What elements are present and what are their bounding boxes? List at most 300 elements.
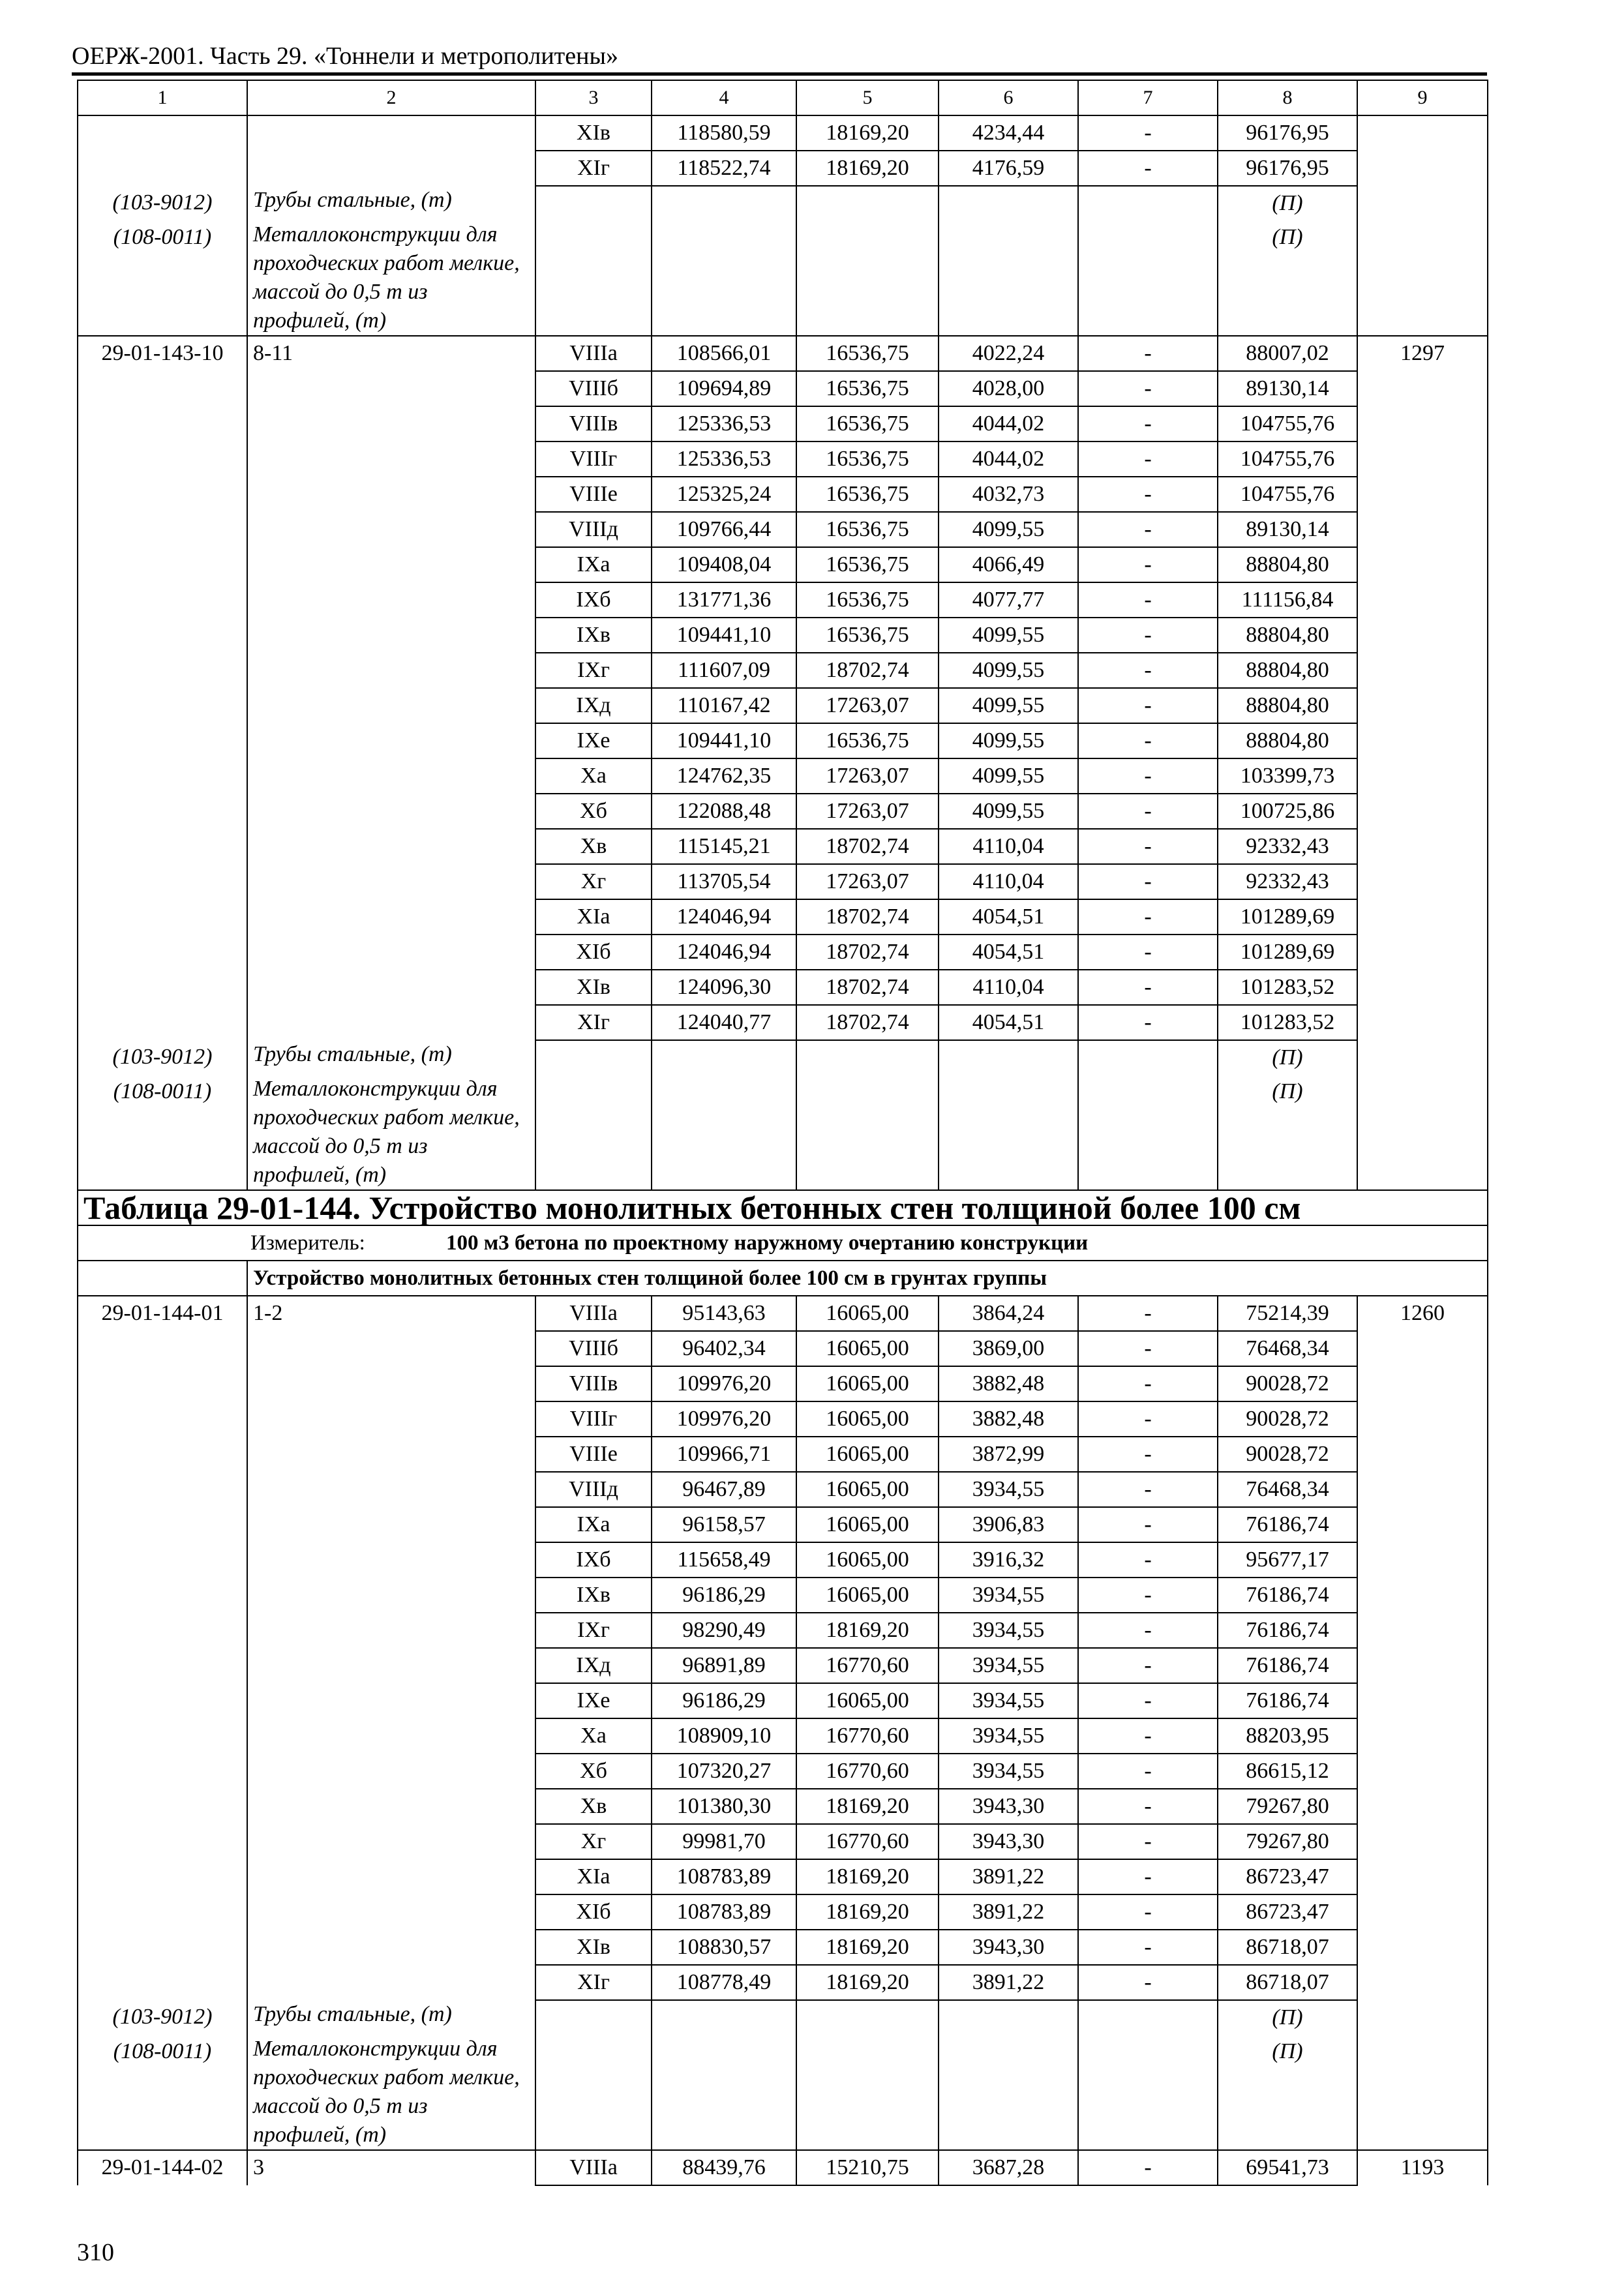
value-direct: 125336,53 (652, 441, 796, 477)
value-wages: 18169,20 (796, 151, 939, 186)
empty-cell (247, 653, 535, 688)
category: Xб (535, 794, 652, 829)
value-materials: 76468,34 (1218, 1472, 1357, 1507)
value-machines: 3906,83 (939, 1507, 1078, 1542)
empty-cell (535, 2035, 652, 2150)
empty-cell (939, 2000, 1078, 2035)
table-row (78, 1542, 1488, 1578)
value-machines: 3882,48 (939, 1366, 1078, 1401)
value-wages: 17263,07 (796, 864, 939, 899)
empty-cell (247, 688, 535, 723)
table-row (78, 1930, 1488, 1965)
value-wages: 17263,07 (796, 794, 939, 829)
value-machines: 4099,55 (939, 653, 1078, 688)
empty-cell (78, 864, 247, 899)
empty-cell (247, 1930, 535, 1965)
value-machines: 3934,55 (939, 1754, 1078, 1789)
empty-cell (1357, 115, 1488, 151)
value-drivers: - (1078, 1965, 1218, 2000)
empty-cell (247, 758, 535, 794)
table-subtitle: Устройство монолитных бетонных стен толщиной более 100 см в грунтах группы (247, 1261, 1488, 1296)
category: XIб (535, 935, 652, 970)
empty-cell (247, 1859, 535, 1894)
empty-cell (1357, 406, 1488, 441)
table-row (78, 1366, 1488, 1401)
category: VIIIе (535, 1437, 652, 1472)
empty-cell (1357, 1507, 1488, 1542)
empty-cell (1357, 1040, 1488, 1075)
value-drivers: - (1078, 115, 1218, 151)
value-materials: 90028,72 (1218, 1401, 1357, 1437)
empty-cell (247, 1331, 535, 1366)
empty-cell (1357, 1930, 1488, 1965)
labor-cost: 1193 (1357, 2150, 1488, 2185)
empty-cell (1357, 1894, 1488, 1930)
empty-cell (78, 1965, 247, 2000)
value-materials: 86723,47 (1218, 1894, 1357, 1930)
value-wages: 16770,60 (796, 1754, 939, 1789)
table-row (78, 758, 1488, 794)
category: Xб (535, 1754, 652, 1789)
material-row (78, 186, 1488, 220)
empty-cell (1357, 935, 1488, 970)
value-drivers: - (1078, 1613, 1218, 1648)
value-wages: 16536,75 (796, 336, 939, 371)
value-wages: 18169,20 (796, 1965, 939, 2000)
value-drivers: - (1078, 336, 1218, 371)
empty-cell (796, 2000, 939, 2035)
category: IXг (535, 653, 652, 688)
category: XIг (535, 151, 652, 186)
value-machines: 4099,55 (939, 688, 1078, 723)
empty-cell (78, 1261, 247, 1296)
value-direct: 124046,94 (652, 899, 796, 935)
value-machines: 4066,49 (939, 547, 1078, 582)
value-machines: 3934,55 (939, 1578, 1078, 1613)
empty-cell (247, 1542, 535, 1578)
category: XIа (535, 1859, 652, 1894)
material-unit: (П) (1218, 2000, 1357, 2035)
table-row (78, 935, 1488, 970)
value-direct: 98290,49 (652, 1613, 796, 1648)
soil-group: 1-2 (247, 1296, 535, 1331)
meter-value: 100 м3 бетона по проектному наружному очертанию конструкции (446, 1231, 1089, 1255)
value-direct: 108566,01 (652, 336, 796, 371)
value-wages: 16536,75 (796, 406, 939, 441)
empty-cell (939, 220, 1078, 336)
table-title: Таблица 29-01-144. Устройство монолитных бетонных стен толщиной более 100 см (78, 1190, 1488, 1225)
category: Xв (535, 1789, 652, 1824)
value-drivers: - (1078, 1542, 1218, 1578)
value-machines: 3869,00 (939, 1331, 1078, 1366)
empty-cell (78, 477, 247, 512)
empty-cell (247, 935, 535, 970)
soil-group: 3 (247, 2150, 535, 2185)
value-direct: 122088,48 (652, 794, 796, 829)
empty-cell (1357, 1578, 1488, 1613)
empty-cell (247, 115, 535, 151)
empty-cell (78, 1894, 247, 1930)
table-row (78, 371, 1488, 406)
empty-cell (247, 1894, 535, 1930)
category: VIIIв (535, 406, 652, 441)
empty-cell (1357, 1437, 1488, 1472)
empty-cell (247, 1965, 535, 2000)
labor-cost: 1260 (1357, 1296, 1488, 1331)
material-code: (103-9012) (78, 1040, 247, 1075)
value-wages: 16770,60 (796, 1824, 939, 1859)
empty-cell (78, 1542, 247, 1578)
value-wages: 16536,75 (796, 582, 939, 618)
empty-cell (1357, 829, 1488, 864)
table-row (78, 1296, 1488, 1331)
empty-cell (1357, 151, 1488, 186)
rate-code: 29-01-144-01 (78, 1296, 247, 1331)
material-code: (103-9012) (78, 2000, 247, 2035)
material-unit: (П) (1218, 220, 1357, 336)
rates-table (77, 80, 1488, 2186)
value-wages: 16536,75 (796, 371, 939, 406)
category: XIб (535, 1894, 652, 1930)
empty-cell (247, 794, 535, 829)
column-number: 5 (796, 80, 939, 115)
category: IXв (535, 1578, 652, 1613)
value-drivers: - (1078, 1894, 1218, 1930)
value-direct: 96467,89 (652, 1472, 796, 1507)
category: VIIIд (535, 1472, 652, 1507)
value-materials: 88804,80 (1218, 547, 1357, 582)
empty-cell (247, 1718, 535, 1754)
value-wages: 17263,07 (796, 758, 939, 794)
value-wages: 16770,60 (796, 1718, 939, 1754)
value-materials: 79267,80 (1218, 1824, 1357, 1859)
category: XIг (535, 1965, 652, 2000)
category: XIа (535, 899, 652, 935)
value-materials: 101289,69 (1218, 935, 1357, 970)
material-row (78, 1075, 1488, 1190)
value-drivers: - (1078, 371, 1218, 406)
empty-cell (247, 618, 535, 653)
value-direct: 109408,04 (652, 547, 796, 582)
value-machines: 4099,55 (939, 618, 1078, 653)
value-machines: 3934,55 (939, 1613, 1078, 1648)
category: Xа (535, 1718, 652, 1754)
table-subtitle-row (78, 1261, 1488, 1296)
value-materials: 88804,80 (1218, 653, 1357, 688)
category: VIIIа (535, 336, 652, 371)
value-machines: 3934,55 (939, 1683, 1078, 1718)
value-wages: 16536,75 (796, 477, 939, 512)
value-drivers: - (1078, 618, 1218, 653)
empty-cell (796, 2035, 939, 2150)
column-number: 7 (1078, 80, 1218, 115)
value-materials: 103399,73 (1218, 758, 1357, 794)
material-description: Трубы стальные, (т) (247, 1040, 535, 1075)
table-row (78, 547, 1488, 582)
value-wages: 16770,60 (796, 1648, 939, 1683)
value-materials: 90028,72 (1218, 1437, 1357, 1472)
empty-cell (78, 406, 247, 441)
empty-cell (1078, 1075, 1218, 1190)
value-drivers: - (1078, 1366, 1218, 1401)
category: Xг (535, 1824, 652, 1859)
empty-cell (247, 512, 535, 547)
empty-cell (78, 547, 247, 582)
empty-cell (78, 1005, 247, 1040)
empty-cell (247, 1754, 535, 1789)
value-wages: 16536,75 (796, 547, 939, 582)
empty-cell (939, 1075, 1078, 1190)
empty-cell (1357, 1859, 1488, 1894)
column-number-row (78, 80, 1488, 115)
empty-cell (78, 1683, 247, 1718)
empty-cell (78, 970, 247, 1005)
empty-cell (1357, 1965, 1488, 2000)
empty-cell (78, 115, 247, 151)
rate-code: 29-01-144-02 (78, 2150, 247, 2185)
value-direct: 115145,21 (652, 829, 796, 864)
value-materials: 76186,74 (1218, 1683, 1357, 1718)
value-machines: 4099,55 (939, 758, 1078, 794)
column-number: 4 (652, 80, 796, 115)
value-materials: 101289,69 (1218, 899, 1357, 935)
meter-label: Измеритель: (250, 1231, 365, 1255)
table-row (78, 115, 1488, 151)
value-machines: 4077,77 (939, 582, 1078, 618)
table-row (78, 1578, 1488, 1613)
value-wages: 16065,00 (796, 1437, 939, 1472)
category: IXв (535, 618, 652, 653)
category: IXе (535, 1683, 652, 1718)
empty-cell (652, 2000, 796, 2035)
value-materials: 96176,95 (1218, 151, 1357, 186)
value-direct: 109441,10 (652, 618, 796, 653)
value-wages: 16065,00 (796, 1296, 939, 1331)
empty-cell (1357, 970, 1488, 1005)
category: VIIIа (535, 2150, 652, 2185)
value-machines: 3891,22 (939, 1894, 1078, 1930)
value-materials: 88007,02 (1218, 336, 1357, 371)
empty-cell (1357, 547, 1488, 582)
value-materials: 96176,95 (1218, 115, 1357, 151)
value-drivers: - (1078, 1331, 1218, 1366)
table-row (78, 970, 1488, 1005)
category: XIг (535, 1005, 652, 1040)
value-drivers: - (1078, 864, 1218, 899)
value-direct: 109976,20 (652, 1401, 796, 1437)
empty-cell (1357, 1683, 1488, 1718)
table-row (78, 829, 1488, 864)
value-machines: 3891,22 (939, 1965, 1078, 2000)
material-description: Металлоконструкции для проходческих работ мелкие, массой до 0,5 т из профилей, (т) (247, 1075, 535, 1190)
value-wages: 16065,00 (796, 1401, 939, 1437)
empty-cell (535, 220, 652, 336)
empty-cell (1357, 1648, 1488, 1683)
value-wages: 18702,74 (796, 653, 939, 688)
empty-cell (247, 723, 535, 758)
value-drivers: - (1078, 794, 1218, 829)
value-direct: 96402,34 (652, 1331, 796, 1366)
empty-cell (247, 829, 535, 864)
empty-cell (652, 2035, 796, 2150)
value-drivers: - (1078, 829, 1218, 864)
empty-cell (1357, 899, 1488, 935)
empty-cell (78, 1507, 247, 1542)
value-materials: 101283,52 (1218, 970, 1357, 1005)
value-drivers: - (1078, 1789, 1218, 1824)
empty-cell (78, 512, 247, 547)
empty-cell (247, 371, 535, 406)
value-wages: 16065,00 (796, 1683, 939, 1718)
value-wages: 16536,75 (796, 512, 939, 547)
empty-cell (535, 2000, 652, 2035)
material-row (78, 1040, 1488, 1075)
material-unit: (П) (1218, 2035, 1357, 2150)
value-materials: 104755,76 (1218, 406, 1357, 441)
value-wages: 18702,74 (796, 899, 939, 935)
empty-cell (78, 1613, 247, 1648)
value-machines: 3943,30 (939, 1930, 1078, 1965)
empty-cell (1357, 1542, 1488, 1578)
empty-cell (78, 1930, 247, 1965)
value-wages: 15210,75 (796, 2150, 939, 2185)
empty-cell (78, 1331, 247, 1366)
empty-cell (1357, 723, 1488, 758)
table-row (78, 1824, 1488, 1859)
value-materials: 101283,52 (1218, 1005, 1357, 1040)
value-materials: 89130,14 (1218, 371, 1357, 406)
column-number: 9 (1357, 80, 1488, 115)
value-drivers: - (1078, 1507, 1218, 1542)
value-drivers: - (1078, 441, 1218, 477)
empty-cell (652, 186, 796, 220)
value-direct: 109441,10 (652, 723, 796, 758)
category: VIIIг (535, 1401, 652, 1437)
value-drivers: - (1078, 1859, 1218, 1894)
empty-cell (247, 441, 535, 477)
empty-cell (247, 1366, 535, 1401)
category: XIв (535, 115, 652, 151)
empty-cell (78, 723, 247, 758)
value-direct: 125325,24 (652, 477, 796, 512)
table-row (78, 794, 1488, 829)
empty-cell (939, 1040, 1078, 1075)
value-direct: 88439,76 (652, 2150, 796, 2185)
empty-cell (1357, 1401, 1488, 1437)
value-machines: 4234,44 (939, 115, 1078, 151)
empty-cell (1357, 1472, 1488, 1507)
value-direct: 109966,71 (652, 1437, 796, 1472)
material-description: Трубы стальные, (т) (247, 186, 535, 220)
table-row (78, 151, 1488, 186)
empty-cell (78, 618, 247, 653)
material-code: (108-0011) (78, 1075, 247, 1190)
value-drivers: - (1078, 547, 1218, 582)
empty-cell (652, 1075, 796, 1190)
empty-cell (78, 1366, 247, 1401)
value-materials: 100725,86 (1218, 794, 1357, 829)
value-wages: 16536,75 (796, 441, 939, 477)
value-wages: 18702,74 (796, 1005, 939, 1040)
empty-cell (1078, 186, 1218, 220)
table-row (78, 723, 1488, 758)
empty-cell (247, 1613, 535, 1648)
value-direct: 124040,77 (652, 1005, 796, 1040)
value-direct: 108783,89 (652, 1894, 796, 1930)
value-machines: 3687,28 (939, 2150, 1078, 2185)
value-direct: 131771,36 (652, 582, 796, 618)
empty-cell (78, 582, 247, 618)
value-drivers: - (1078, 935, 1218, 970)
empty-cell (1078, 2035, 1218, 2150)
value-machines: 4099,55 (939, 723, 1078, 758)
value-direct: 109766,44 (652, 512, 796, 547)
value-materials: 88804,80 (1218, 688, 1357, 723)
empty-cell (247, 1437, 535, 1472)
empty-cell (1357, 582, 1488, 618)
material-code: (108-0011) (78, 220, 247, 336)
category: IXд (535, 688, 652, 723)
material-unit: (П) (1218, 1040, 1357, 1075)
value-drivers: - (1078, 1930, 1218, 1965)
table-row (78, 688, 1488, 723)
value-materials: 92332,43 (1218, 864, 1357, 899)
value-machines: 3864,24 (939, 1296, 1078, 1331)
empty-cell (796, 1040, 939, 1075)
value-direct: 107320,27 (652, 1754, 796, 1789)
empty-cell (247, 406, 535, 441)
table-row (78, 582, 1488, 618)
empty-cell (535, 1040, 652, 1075)
value-direct: 118580,59 (652, 115, 796, 151)
empty-cell (796, 186, 939, 220)
value-drivers: - (1078, 758, 1218, 794)
value-direct: 95143,63 (652, 1296, 796, 1331)
category: XIв (535, 1930, 652, 1965)
value-direct: 110167,42 (652, 688, 796, 723)
value-machines: 3891,22 (939, 1859, 1078, 1894)
value-machines: 4110,04 (939, 970, 1078, 1005)
empty-cell (1357, 1366, 1488, 1401)
empty-cell (78, 899, 247, 935)
value-drivers: - (1078, 2150, 1218, 2185)
empty-cell (78, 1718, 247, 1754)
value-direct: 96186,29 (652, 1578, 796, 1613)
material-code: (108-0011) (78, 2035, 247, 2150)
table-row (78, 899, 1488, 935)
value-machines: 4028,00 (939, 371, 1078, 406)
empty-cell (1357, 1005, 1488, 1040)
empty-cell (1357, 220, 1488, 336)
category: IXа (535, 1507, 652, 1542)
empty-cell (247, 1578, 535, 1613)
table-row (78, 1859, 1488, 1894)
value-direct: 125336,53 (652, 406, 796, 441)
value-wages: 18169,20 (796, 1930, 939, 1965)
empty-cell (939, 2035, 1078, 2150)
value-materials: 92332,43 (1218, 829, 1357, 864)
column-number: 1 (78, 80, 247, 115)
category: VIIIб (535, 1331, 652, 1366)
value-direct: 113705,54 (652, 864, 796, 899)
category: IXб (535, 582, 652, 618)
column-number: 2 (247, 80, 535, 115)
value-machines: 4044,02 (939, 441, 1078, 477)
value-wages: 16065,00 (796, 1331, 939, 1366)
table-row (78, 1718, 1488, 1754)
empty-cell (1357, 477, 1488, 512)
value-wages: 16065,00 (796, 1472, 939, 1507)
